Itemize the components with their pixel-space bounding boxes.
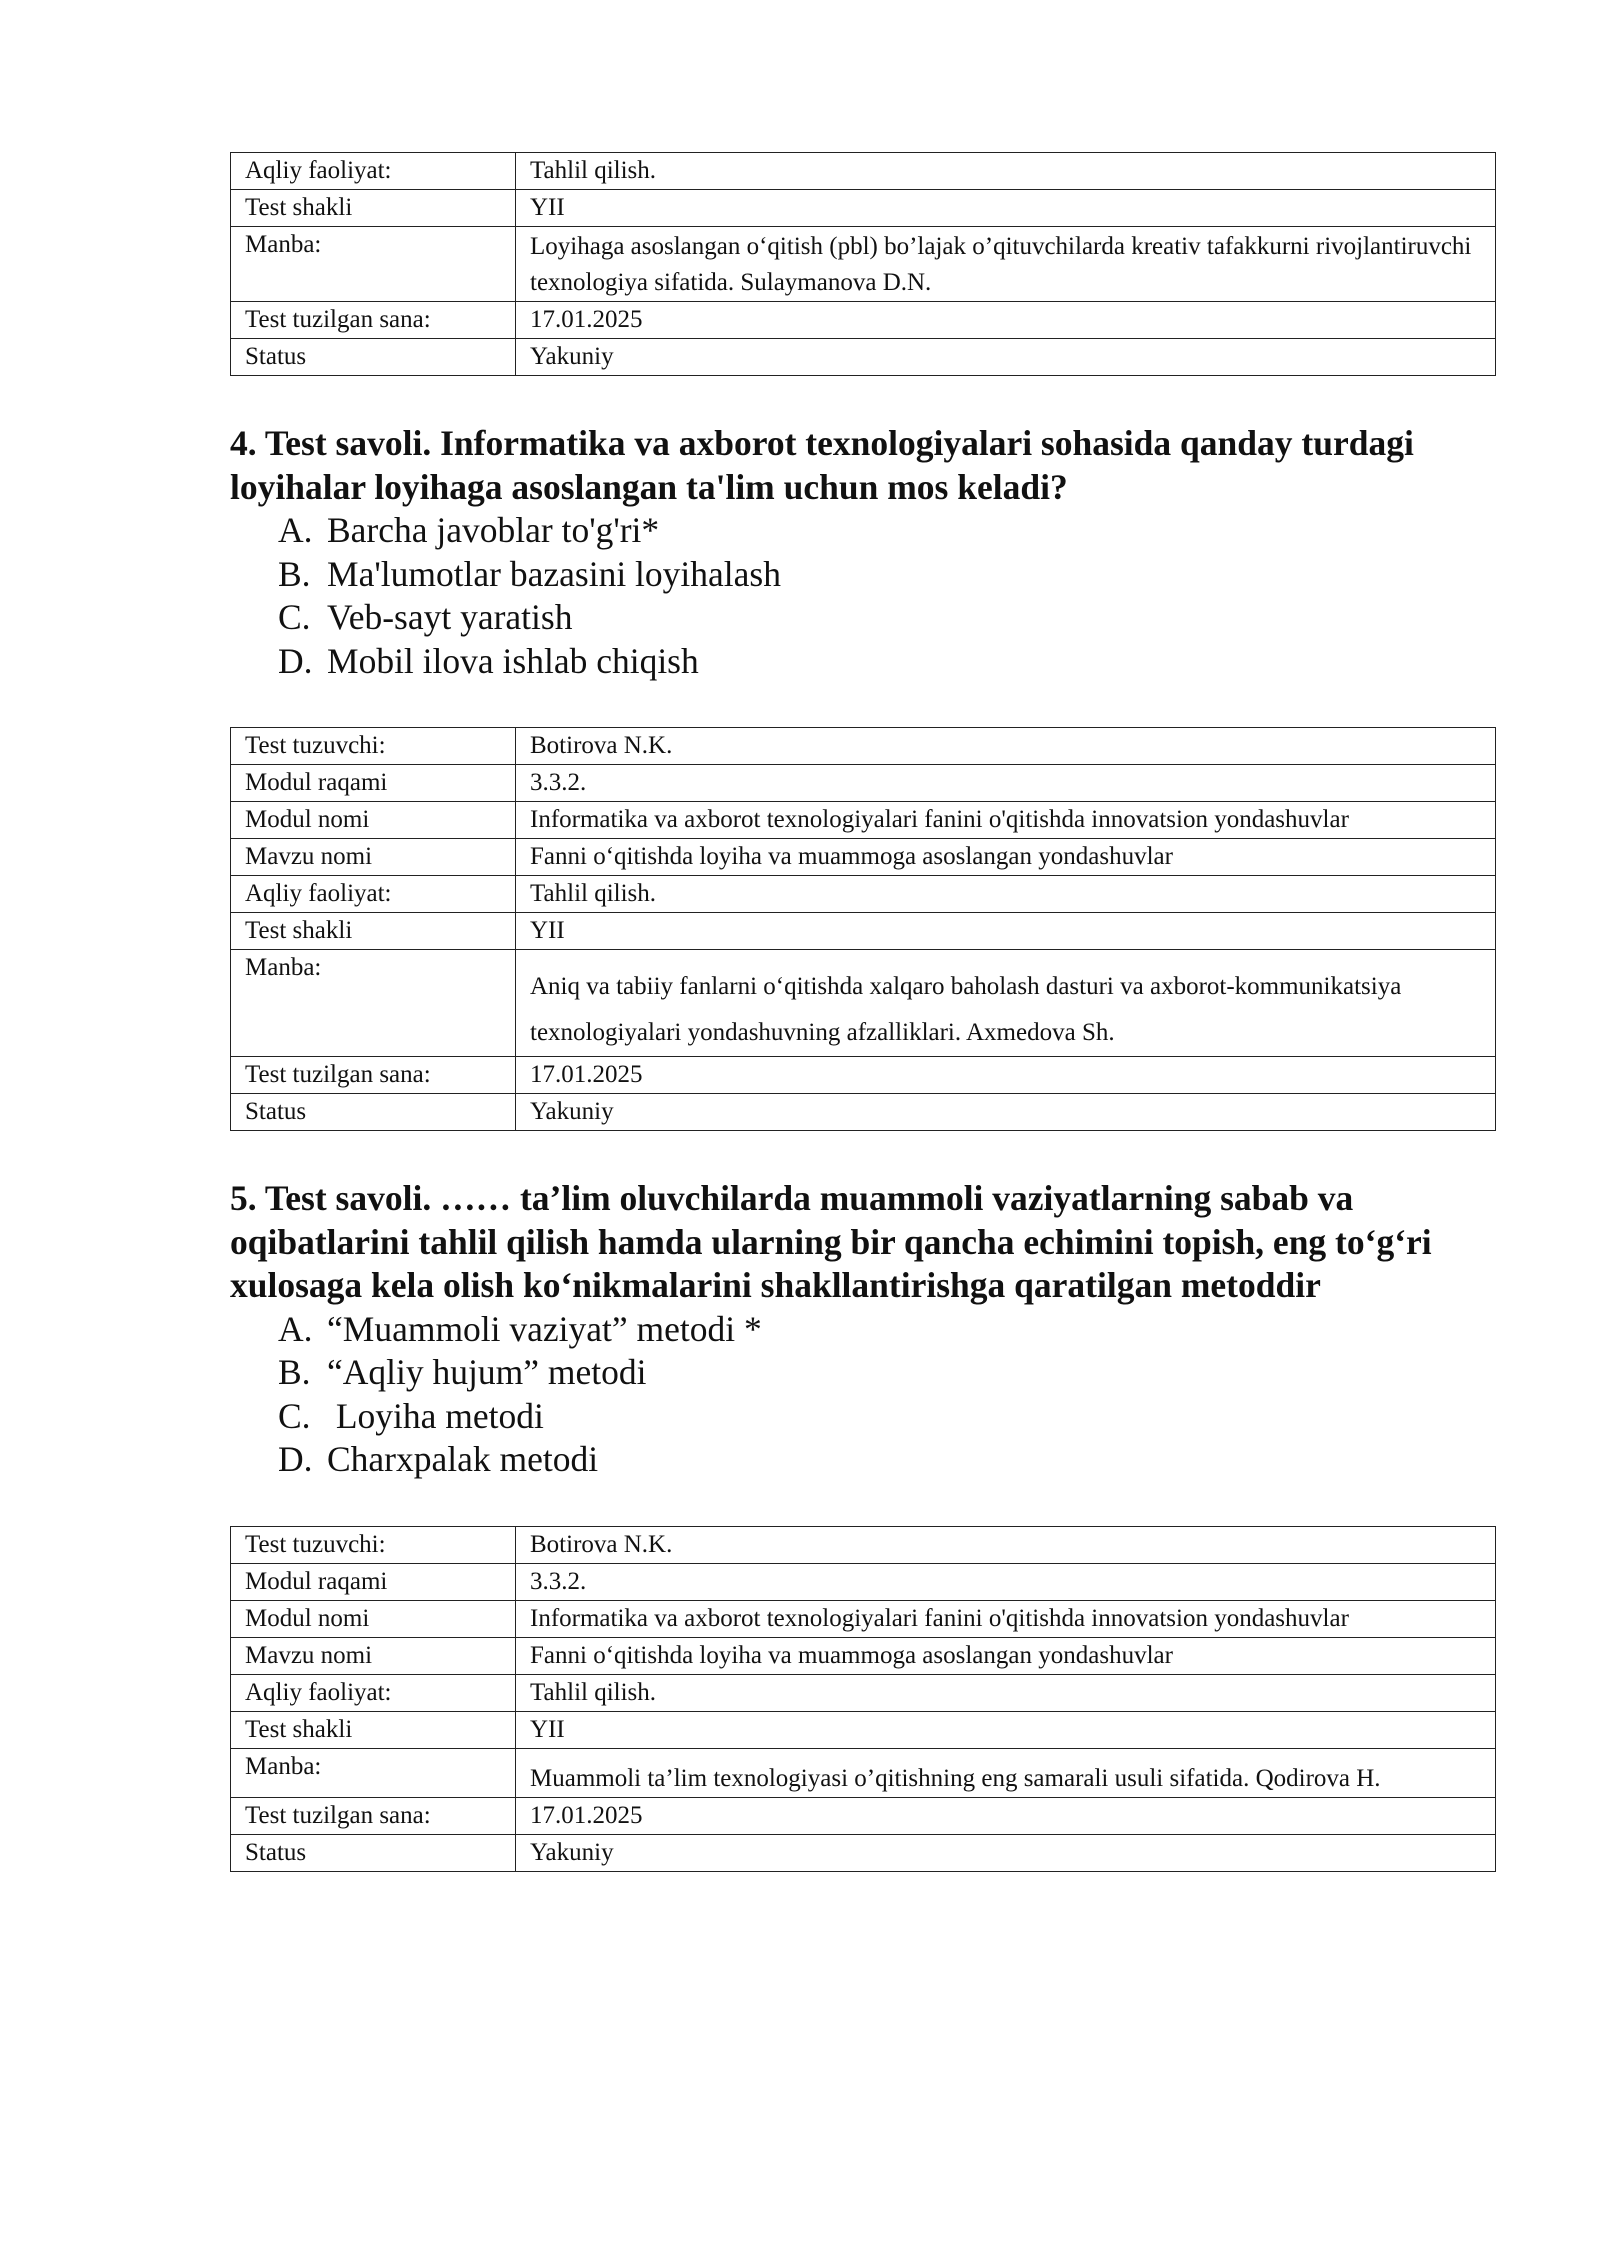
meta-key: Manba: — [231, 227, 516, 302]
meta-key: Mavzu nomi — [231, 1637, 516, 1674]
document-page — [230, 152, 1496, 1872]
meta-key: Status — [231, 339, 516, 376]
table-row — [231, 190, 1496, 227]
test-meta-table-1 — [230, 152, 1496, 376]
table-row — [231, 802, 1496, 839]
meta-value: Loyihaga asoslangan o‘qitish (pbl) bo’lajak o’qituvchilarda kreativ tafakkurni rivojlantiruvchi texnologiya sifatida. Sulaymanova D.N. — [516, 227, 1496, 302]
question-5-options — [230, 1308, 1496, 1482]
table-row — [231, 1563, 1496, 1600]
table-row — [231, 1797, 1496, 1834]
meta-value: Yakuniy — [516, 339, 1496, 376]
meta-key: Modul raqami — [231, 1563, 516, 1600]
table-row — [231, 153, 1496, 190]
meta-key: Modul nomi — [231, 1600, 516, 1637]
option-b: B. “Aqliy hujum” metodi — [278, 1352, 647, 1392]
table-row — [231, 1637, 1496, 1674]
table-row — [231, 339, 1496, 376]
option-b: B. Ma'lumotlar bazasini loyihalash — [278, 553, 781, 594]
table-row — [231, 1094, 1496, 1131]
table-row — [231, 1600, 1496, 1637]
table-row — [231, 1057, 1496, 1094]
meta-key: Mavzu nomi — [231, 839, 516, 876]
meta-key: Modul nomi — [231, 802, 516, 839]
table-row — [231, 765, 1496, 802]
meta-value: Botirova N.K. — [516, 728, 1496, 765]
meta-key: Aqliy faoliyat: — [231, 876, 516, 913]
meta-key: Aqliy faoliyat: — [231, 153, 516, 190]
meta-key: Manba: — [231, 950, 516, 1057]
question-4-options — [230, 509, 1496, 683]
meta-value: Tahlil qilish. — [516, 876, 1496, 913]
meta-key: Aqliy faoliyat: — [231, 1674, 516, 1711]
table-row — [231, 1674, 1496, 1711]
meta-value: Botirova N.K. — [516, 1526, 1496, 1563]
meta-key: Test tuzilgan sana: — [231, 302, 516, 339]
meta-value: Aniq va tabiiy fanlarni o‘qitishda xalqaro baholash dasturi va axborot-kommunikatsiya texnologiyalari yondashuvning afzalliklari. Axmedova Sh. — [516, 950, 1496, 1057]
meta-key: Test tuzilgan sana: — [231, 1057, 516, 1094]
meta-key: Status — [231, 1094, 516, 1131]
meta-key: Modul raqami — [231, 765, 516, 802]
meta-value: 17.01.2025 — [516, 1797, 1496, 1834]
meta-value: YII — [516, 1711, 1496, 1748]
table-row — [231, 227, 1496, 302]
meta-value: Yakuniy — [516, 1834, 1496, 1871]
meta-key: Test shakli — [231, 190, 516, 227]
meta-value: Muammoli ta’lim texnologiyasi o’qitishning eng samarali usuli sifatida. Qodirova H. — [516, 1748, 1496, 1797]
table-row — [231, 913, 1496, 950]
question-4-text: 4. Test savoli. Informatika va axborot texnologiyalari sohasida qanday turdagi loyihalar loyihaga asoslangan ta'lim uchun mos keladi? — [230, 423, 1414, 507]
table-row — [231, 302, 1496, 339]
option-c: C. Loyiha metodi — [278, 1395, 544, 1436]
meta-value: Yakuniy — [516, 1094, 1496, 1131]
meta-value: YII — [516, 190, 1496, 227]
meta-value: Tahlil qilish. — [516, 1674, 1496, 1711]
test-meta-table-3 — [230, 1526, 1496, 1872]
meta-value: Fanni o‘qitishda loyiha va muammoga asoslangan yondashuvlar — [516, 839, 1496, 876]
table-row — [231, 950, 1496, 1057]
meta-key: Test shakli — [231, 913, 516, 950]
meta-value: 17.01.2025 — [516, 302, 1496, 339]
table-row — [231, 1748, 1496, 1797]
meta-value: Informatika va axborot texnologiyalari fanini o'qitishda innovatsion yondashuvlar — [516, 1600, 1496, 1637]
meta-key: Test shakli — [231, 1711, 516, 1748]
table-row — [231, 1834, 1496, 1871]
option-a: A. “Muammoli vaziyat” metodi * — [278, 1308, 762, 1349]
table-row — [231, 1526, 1496, 1563]
meta-value: Tahlil qilish. — [516, 153, 1496, 190]
meta-value: 17.01.2025 — [516, 1057, 1496, 1094]
meta-key: Test tuzuvchi: — [231, 728, 516, 765]
table-row — [231, 728, 1496, 765]
meta-key: Test tuzuvchi: — [231, 1526, 516, 1563]
table-row — [231, 839, 1496, 876]
table-row — [231, 1711, 1496, 1748]
option-c: C. Veb-sayt yaratish — [278, 597, 573, 637]
option-a: A. Barcha javoblar to'g'ri* — [278, 510, 660, 550]
meta-value: Fanni o‘qitishda loyiha va muammoga asoslangan yondashuvlar — [516, 1637, 1496, 1674]
meta-key: Status — [231, 1834, 516, 1871]
meta-value: 3.3.2. — [516, 765, 1496, 802]
table-row — [231, 876, 1496, 913]
meta-value: YII — [516, 913, 1496, 950]
meta-key: Manba: — [231, 1748, 516, 1797]
test-meta-table-2 — [230, 727, 1496, 1131]
option-d: D. Charxpalak metodi — [278, 1439, 599, 1479]
meta-key: Test tuzilgan sana: — [231, 1797, 516, 1834]
meta-value: Informatika va axborot texnologiyalari fanini o'qitishda innovatsion yondashuvlar — [516, 802, 1496, 839]
option-d: D. Mobil ilova ishlab chiqish — [278, 640, 699, 681]
question-5-text: 5. Test savoli. …… ta’lim oluvchilarda muammoli vaziyatlarning sabab va oqibatlarini tahlil qilish hamda ularning bir qancha echimini topish, eng to‘g‘ri xulosaga kela olish ko‘nikmalarini shakllantirishga qaratilgan metoddir — [230, 1178, 1432, 1305]
meta-value: 3.3.2. — [516, 1563, 1496, 1600]
